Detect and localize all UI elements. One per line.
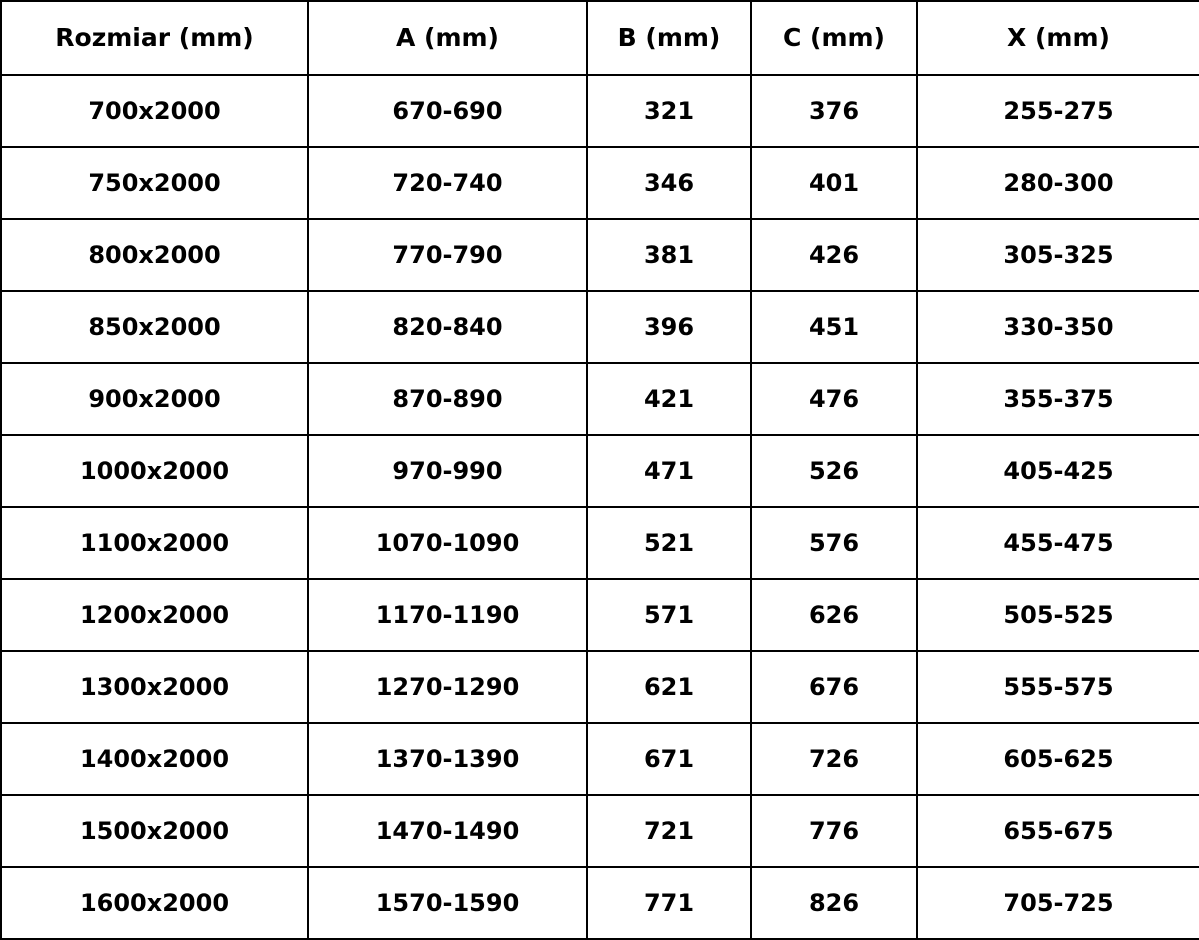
cell-x: 355-375 xyxy=(917,363,1199,435)
table-row xyxy=(1,219,1199,291)
cell-rozmiar: 1200x2000 xyxy=(1,579,308,651)
cell-b: 321 xyxy=(587,75,751,147)
cell-c: 376 xyxy=(751,75,917,147)
cell-x: 280-300 xyxy=(917,147,1199,219)
cell-b: 571 xyxy=(587,579,751,651)
cell-rozmiar: 1300x2000 xyxy=(1,651,308,723)
cell-a: 1170-1190 xyxy=(308,579,587,651)
table-header-row xyxy=(1,1,1199,75)
cell-c: 776 xyxy=(751,795,917,867)
table-row xyxy=(1,363,1199,435)
cell-a: 670-690 xyxy=(308,75,587,147)
table-row xyxy=(1,723,1199,795)
cell-a: 770-790 xyxy=(308,219,587,291)
cell-c: 676 xyxy=(751,651,917,723)
cell-x: 255-275 xyxy=(917,75,1199,147)
cell-x: 705-725 xyxy=(917,867,1199,939)
cell-c: 401 xyxy=(751,147,917,219)
cell-c: 476 xyxy=(751,363,917,435)
cell-b: 621 xyxy=(587,651,751,723)
column-header-c: C (mm) xyxy=(751,1,917,75)
table-row xyxy=(1,291,1199,363)
cell-rozmiar: 900x2000 xyxy=(1,363,308,435)
table-row xyxy=(1,579,1199,651)
cell-x: 505-525 xyxy=(917,579,1199,651)
cell-b: 346 xyxy=(587,147,751,219)
cell-a: 820-840 xyxy=(308,291,587,363)
table-row xyxy=(1,435,1199,507)
cell-x: 305-325 xyxy=(917,219,1199,291)
cell-a: 1370-1390 xyxy=(308,723,587,795)
cell-a: 1470-1490 xyxy=(308,795,587,867)
table-row xyxy=(1,867,1199,939)
cell-x: 405-425 xyxy=(917,435,1199,507)
cell-rozmiar: 850x2000 xyxy=(1,291,308,363)
cell-x: 555-575 xyxy=(917,651,1199,723)
cell-c: 451 xyxy=(751,291,917,363)
cell-rozmiar: 1600x2000 xyxy=(1,867,308,939)
cell-a: 720-740 xyxy=(308,147,587,219)
table-body xyxy=(1,75,1199,939)
table-header xyxy=(1,1,1199,75)
cell-b: 381 xyxy=(587,219,751,291)
cell-x: 455-475 xyxy=(917,507,1199,579)
cell-rozmiar: 750x2000 xyxy=(1,147,308,219)
cell-c: 826 xyxy=(751,867,917,939)
cell-b: 521 xyxy=(587,507,751,579)
table-row xyxy=(1,75,1199,147)
column-header-x: X (mm) xyxy=(917,1,1199,75)
table-row xyxy=(1,795,1199,867)
cell-rozmiar: 1500x2000 xyxy=(1,795,308,867)
cell-x: 655-675 xyxy=(917,795,1199,867)
cell-c: 526 xyxy=(751,435,917,507)
cell-a: 870-890 xyxy=(308,363,587,435)
cell-c: 426 xyxy=(751,219,917,291)
cell-c: 576 xyxy=(751,507,917,579)
cell-rozmiar: 1000x2000 xyxy=(1,435,308,507)
column-header-b: B (mm) xyxy=(587,1,751,75)
cell-rozmiar: 800x2000 xyxy=(1,219,308,291)
table-row xyxy=(1,507,1199,579)
cell-rozmiar: 1400x2000 xyxy=(1,723,308,795)
cell-rozmiar: 1100x2000 xyxy=(1,507,308,579)
table-row xyxy=(1,147,1199,219)
cell-a: 1270-1290 xyxy=(308,651,587,723)
cell-b: 421 xyxy=(587,363,751,435)
column-header-rozmiar: Rozmiar (mm) xyxy=(1,1,308,75)
cell-b: 771 xyxy=(587,867,751,939)
cell-a: 970-990 xyxy=(308,435,587,507)
cell-x: 330-350 xyxy=(917,291,1199,363)
table-row xyxy=(1,651,1199,723)
cell-b: 721 xyxy=(587,795,751,867)
cell-a: 1070-1090 xyxy=(308,507,587,579)
cell-x: 605-625 xyxy=(917,723,1199,795)
cell-c: 726 xyxy=(751,723,917,795)
cell-c: 626 xyxy=(751,579,917,651)
cell-b: 671 xyxy=(587,723,751,795)
cell-rozmiar: 700x2000 xyxy=(1,75,308,147)
cell-b: 396 xyxy=(587,291,751,363)
cell-b: 471 xyxy=(587,435,751,507)
cell-a: 1570-1590 xyxy=(308,867,587,939)
column-header-a: A (mm) xyxy=(308,1,587,75)
